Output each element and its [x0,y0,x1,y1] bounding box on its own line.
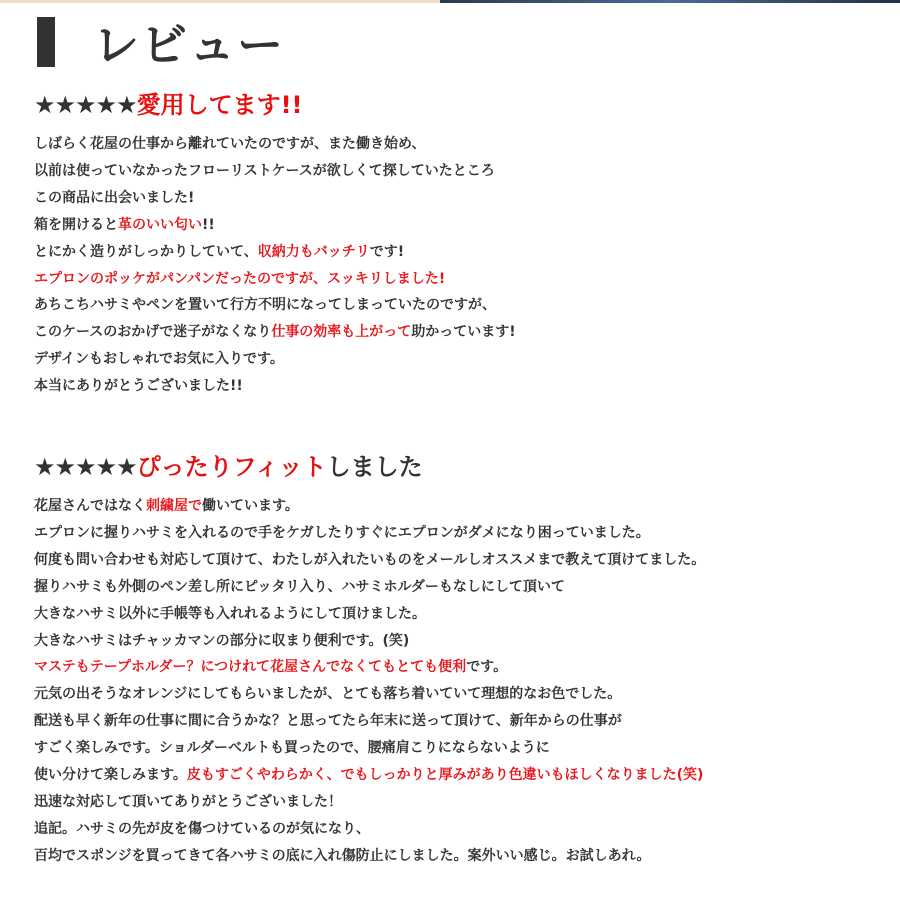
review-line [34,185,516,212]
review-item [34,450,705,870]
text-segment: しばらく花屋の仕事から離れていたのですが、また働き始め、 [34,136,426,152]
highlighted-text: ぴったりフィット [136,453,327,481]
text-segment: です。 [466,659,508,676]
text-segment: すごく楽しみです。ショルダーベルトも買ったので、腰痛肩こりにならないように [34,740,550,757]
highlighted-text: マステもテープホルダー？につけれて花屋さんでなくてもとても便利 [34,659,467,676]
review-body [34,493,705,870]
review-heading [34,450,705,484]
review-line [34,628,705,655]
highlighted-text: 愛用してます!! [136,91,303,119]
highlighted-text: エプロンのポッケがパンパンだったのですが、スッキリしました! [34,270,446,287]
review-line [34,735,705,762]
star-rating-icon: ★★★★★ [34,91,137,119]
text-segment: 本当にありがとうございました!! [34,378,243,395]
review-line [34,708,705,735]
text-segment: デザインもおしゃれでお気に入りです。 [34,351,284,368]
text-segment: 働いています。 [202,498,299,514]
top-strip-navy [440,0,900,3]
text-segment: です! [369,243,405,260]
review-line [34,601,705,628]
review-body [34,131,516,400]
text-segment: 何度も問い合わせも対応して頂けて、わたしが入れたいものをメールしオススメまで教えて頂けてました。 [34,551,706,568]
text-segment: とにかく造りがしっかりしていて、 [34,243,258,260]
review-line [34,681,705,708]
text-segment: 花屋さんではなく [34,498,146,514]
review-line [34,574,705,601]
star-rating-icon: ★★★★★ [34,453,137,481]
text-segment: 大きなハサミはチャッカマンの部分に収まり便利です。(笑) [34,632,410,649]
highlighted-text: 革のいい匂い [118,216,202,233]
review-heading [34,88,516,122]
review-line [34,292,516,319]
top-strip-beige [0,0,440,3]
text-segment: 追記。ハサミの先が皮を傷つけているのが気になり、 [34,820,370,837]
text-segment: この商品に出会いました! [34,189,195,206]
review-item [34,88,516,400]
text-segment: 大きなハサミ以外に手帳等も入れれるようにして頂けました。 [34,605,426,622]
review-line [34,547,705,574]
review-line [34,520,705,547]
highlighted-text: 収納力もバッチリ [257,243,370,260]
text-segment: しました [326,453,423,481]
text-segment: このケースのおかげで迷子がなくなり [34,324,272,341]
text-segment: 元気の出そうなオレンジにしてもらいましたが、とても落ち着いていて理想的なお色でした。 [34,686,622,703]
review-line [34,239,516,266]
text-segment: 配送も早く新年の仕事に間に合うかな？と思ってたら年末に送って頂けて、新年からの仕事が [34,713,622,730]
title-bar-icon [37,17,55,67]
page-title: レビュー [93,18,285,72]
highlighted-text: 刺繍屋で [146,498,202,514]
review-line [34,762,705,789]
top-banner-strip [0,0,900,3]
text-segment: !! [202,216,215,233]
review-line [34,131,516,158]
text-segment: 握りハサミも外側のペン差し所にピッタリ入り、ハサミホルダーもなしにして頂いて [34,578,565,595]
text-segment: 百均でスポンジを買ってきて各ハサミの底に入れ傷防止にしました。案外いい感じ。お試しあれ。 [34,847,651,864]
review-line [34,789,705,816]
review-line [34,158,516,185]
text-segment: 箱を開けると [34,216,118,233]
review-line [34,266,516,293]
text-segment: 使い分けて楽しみます。 [34,767,187,784]
review-line [34,212,516,239]
review-line [34,373,516,400]
review-line [34,816,705,843]
review-line [34,493,705,520]
highlighted-text: 仕事の効率も上がって [271,324,412,341]
text-segment: 迅速な対応して頂いてありがとうございました！ [34,793,342,810]
text-segment: 以前は使っていなかったフローリストケースが欲しくて探していたところ [34,162,495,179]
text-segment: 助かっています! [411,324,516,341]
highlighted-text: 皮もすごくやわらかく、でもしっかりと厚みがあり色違いもほしくなりました(笑) [186,767,704,784]
review-line [34,319,516,346]
review-line [34,843,705,870]
text-segment: あちこちハサミやペンを置いて行方不明になってしまっていたのですが、 [34,297,496,314]
section-header [37,14,285,70]
text-segment: エプロンに握りハサミを入れるので手をケガしたりすぐにエプロンがダメになり困っていました。 [34,524,650,541]
review-line [34,346,516,373]
review-line [34,654,705,681]
